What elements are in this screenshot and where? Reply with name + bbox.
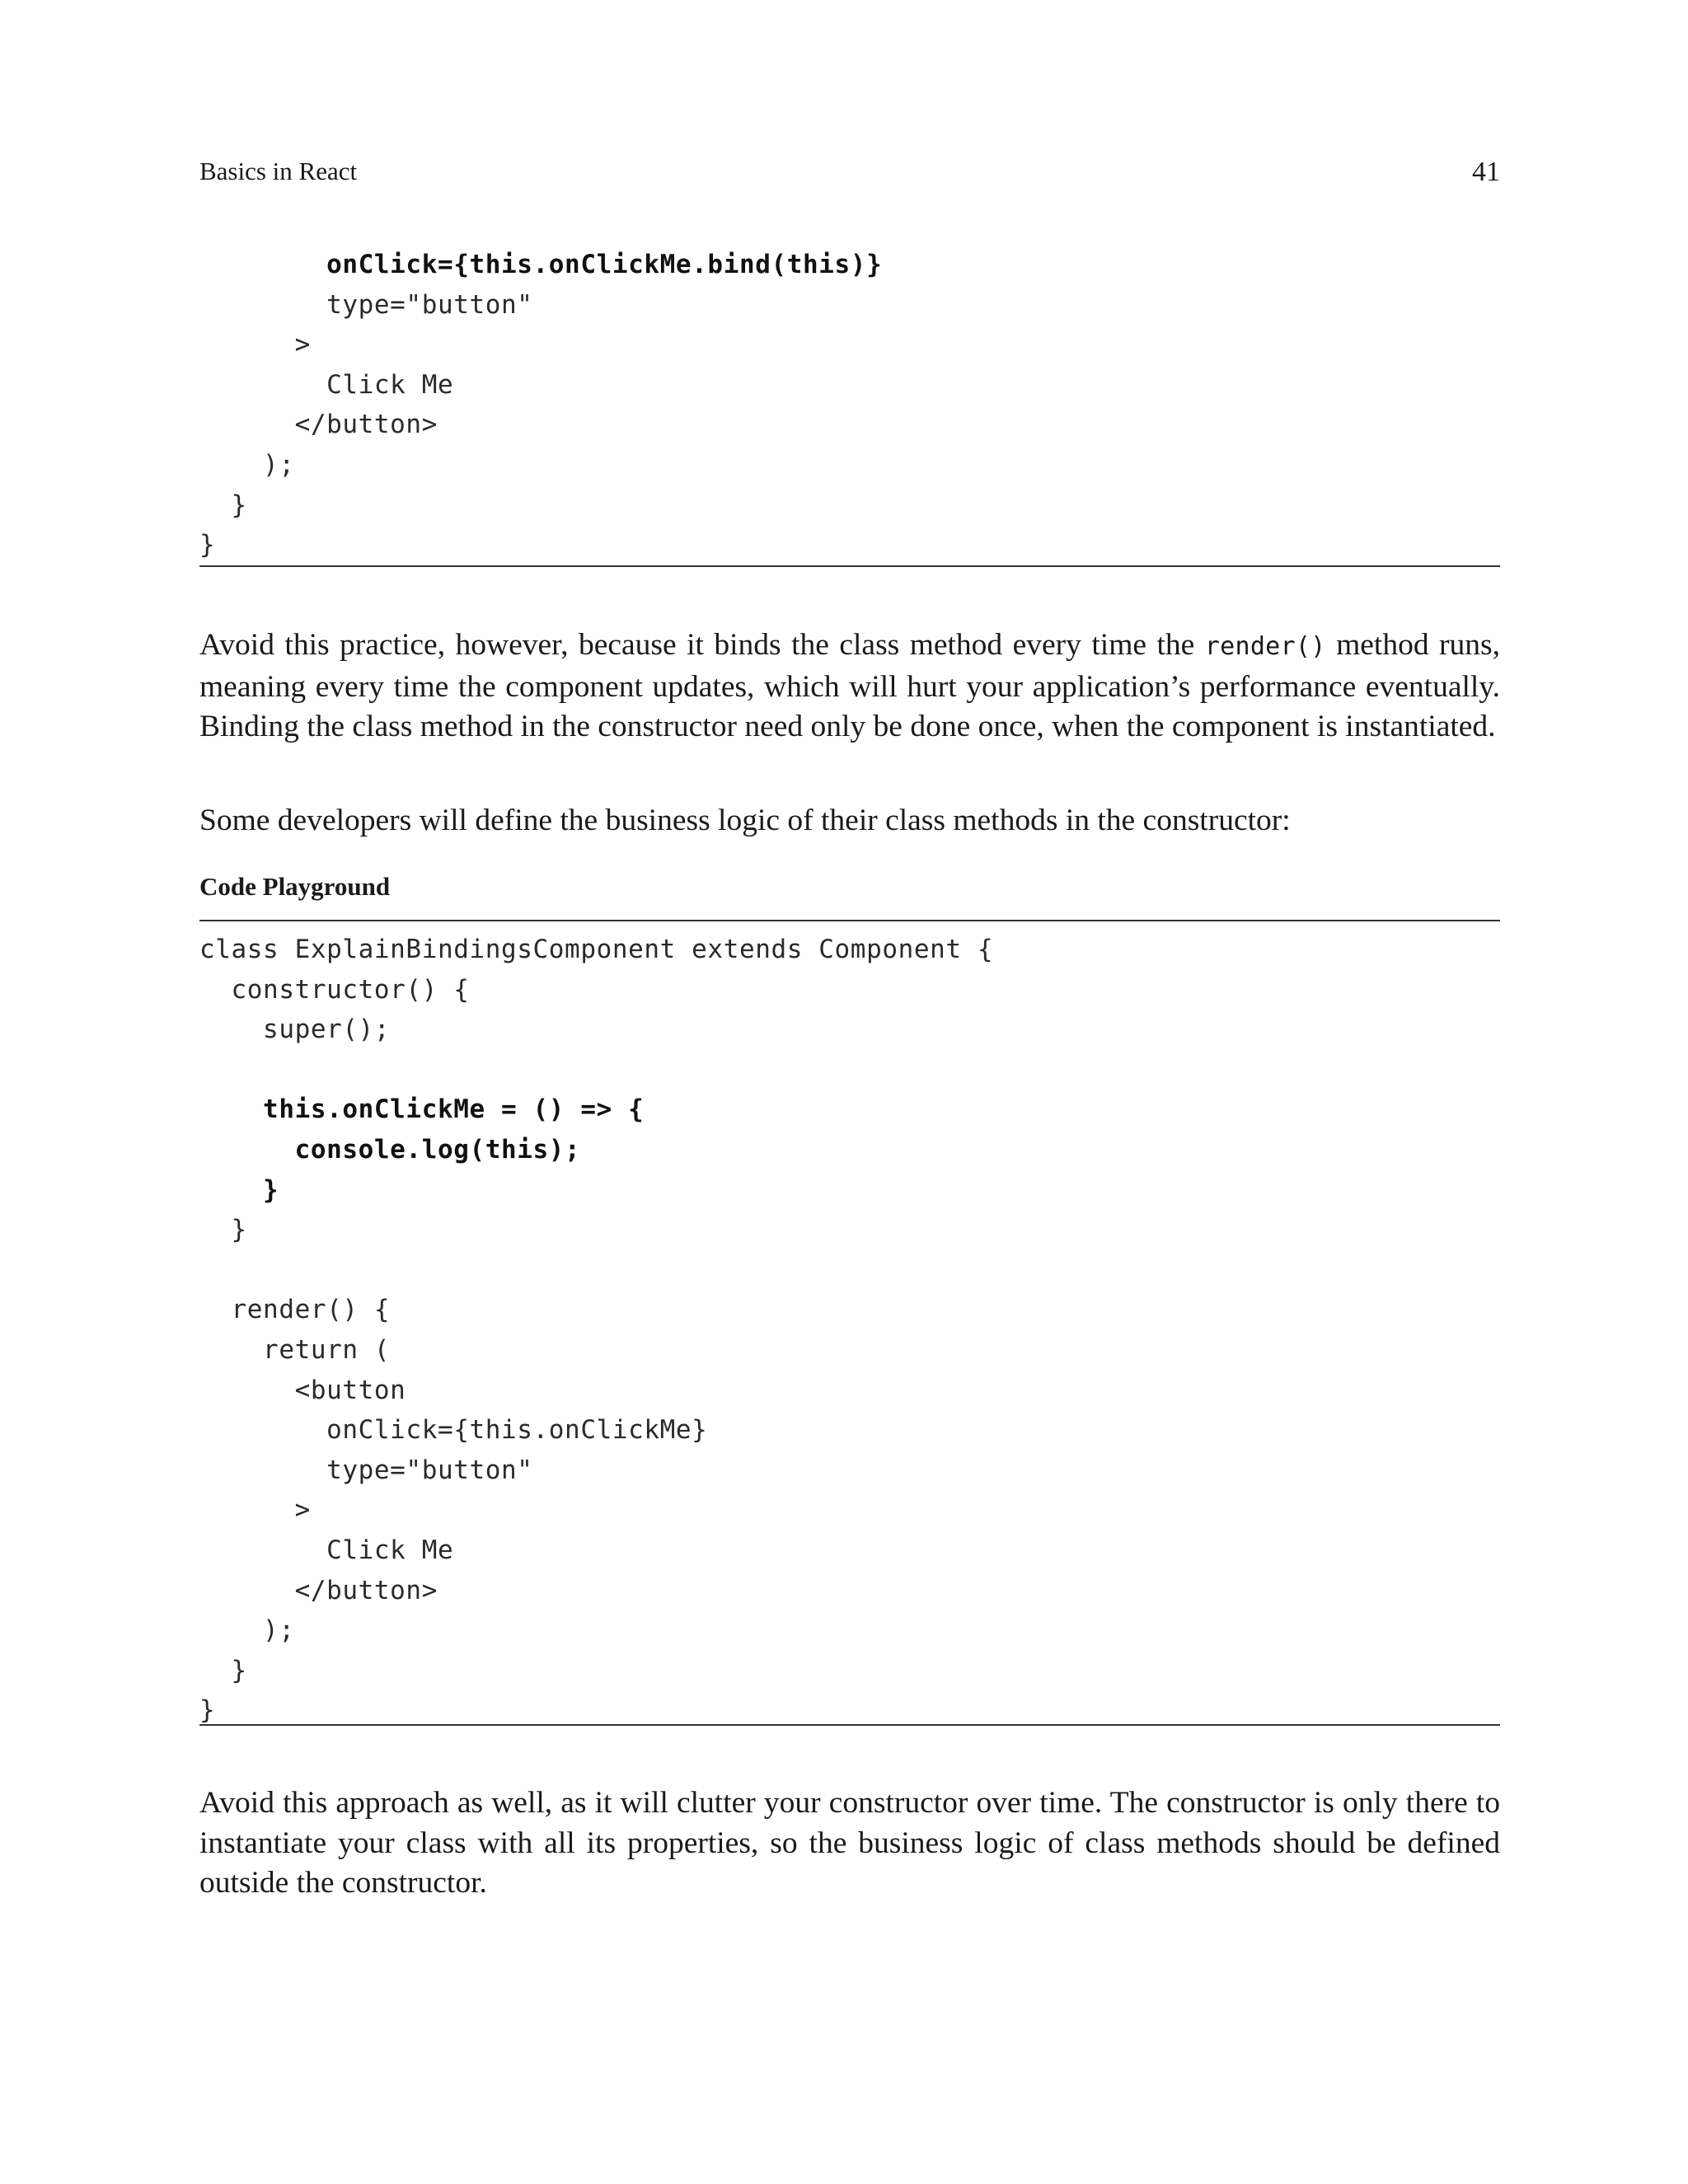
code-block-bottom-rule-2 xyxy=(199,1724,1500,1726)
paragraph-text-before-code: Avoid this practice, however, because it binds the class method every time the xyxy=(199,628,1205,662)
code-line: onClick={this.onClickMe.bind(this)} xyxy=(199,250,883,279)
code-line xyxy=(199,1250,1500,1291)
code-line: </button> xyxy=(199,1575,438,1605)
code-block-top-rule xyxy=(199,920,1500,921)
code-line: class ExplainBindingsComponent extends Component { xyxy=(199,935,994,964)
code-line: type="button" xyxy=(199,289,533,320)
code-line: console.log(this); xyxy=(199,1134,581,1165)
code-line: } xyxy=(199,1174,279,1205)
chapter-title: Basics in React xyxy=(199,157,358,185)
code-line: <button xyxy=(199,1375,406,1405)
running-head xyxy=(199,157,1500,190)
paragraph-binding-warning xyxy=(199,626,1500,748)
code-line: super(); xyxy=(199,1015,391,1045)
code-line: render() { xyxy=(199,1295,391,1325)
code-line: > xyxy=(199,330,311,360)
code-line: </button> xyxy=(199,410,438,440)
book-page xyxy=(199,0,1500,2184)
code-line: constructor() { xyxy=(199,974,470,1005)
code-block-continued xyxy=(199,245,1500,565)
page-number: 41 xyxy=(1472,157,1500,187)
code-block-bottom-rule xyxy=(199,565,1500,567)
paragraph-constructor-logic: Some developers will define the business logic of their class methods in the constructor: xyxy=(199,804,1291,837)
code-line: } xyxy=(199,1215,247,1245)
code-line: > xyxy=(199,1495,311,1526)
code-line: Click Me xyxy=(199,1535,454,1565)
code-line: Click Me xyxy=(199,369,454,400)
code-line: return ( xyxy=(199,1334,391,1365)
code-line: type="button" xyxy=(199,1455,533,1485)
code-line: } xyxy=(199,530,216,560)
code-line: } xyxy=(199,1655,247,1685)
code-line: onClick={this.onClickMe} xyxy=(199,1415,708,1446)
code-line: this.onClickMe = () => { xyxy=(199,1094,645,1125)
code-line: ); xyxy=(199,449,295,480)
code-playground-caption: Code Playground xyxy=(199,872,391,901)
code-block-playground xyxy=(199,930,1500,1731)
code-line: } xyxy=(199,1695,216,1726)
paragraph-text-after-code: method runs, meaning every time the component updates, which will hurt your application’s performance eventually. Binding the class method in the constructor need only be done once, when the component is instantiated. xyxy=(199,628,1500,744)
code-line xyxy=(199,1050,1500,1090)
code-line: ); xyxy=(199,1615,295,1646)
inline-code-render: render() xyxy=(1204,632,1326,661)
code-line: } xyxy=(199,490,247,520)
paragraph-constructor-clutter: Avoid this approach as well, as it will clutter your constructor over time. The constructor is only there to instantiate your class with all its properties, so the business logic of class methods should be defined outside the constructor. xyxy=(199,1786,1500,1900)
